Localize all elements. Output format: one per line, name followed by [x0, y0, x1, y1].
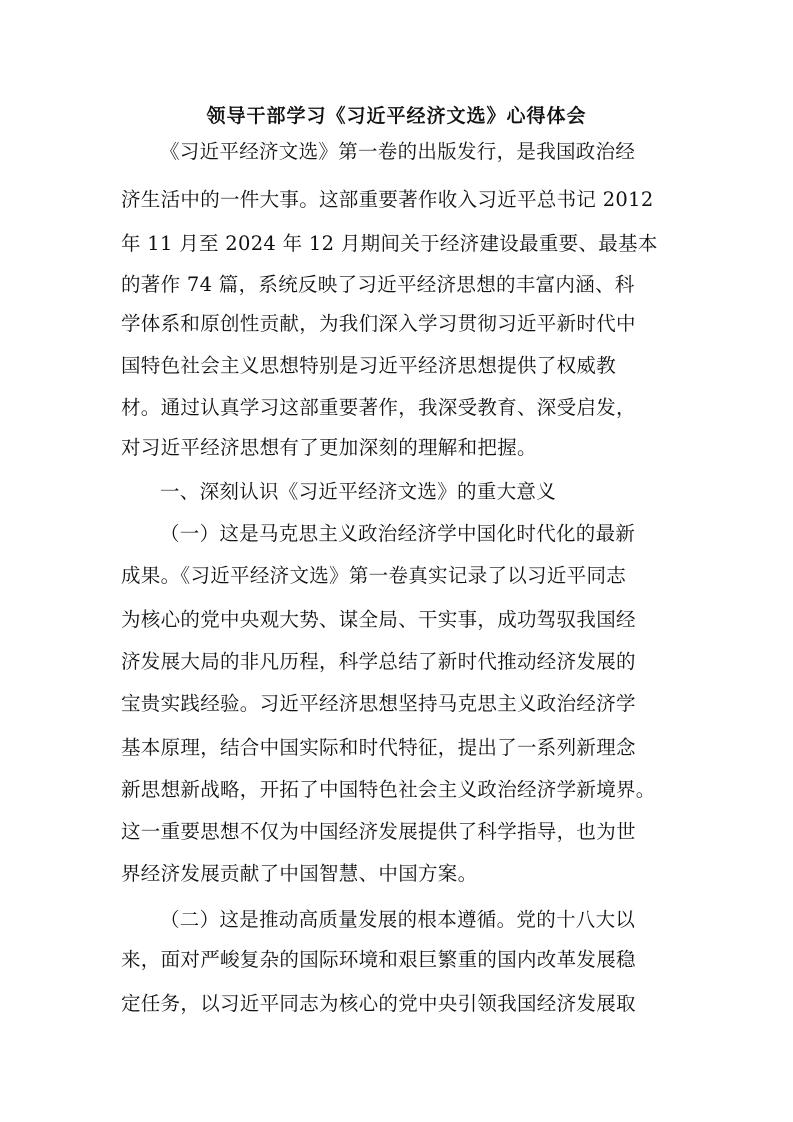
- text-line: 济发展大局的非凡历程，科学总结了新时代推动经济发展的: [121, 650, 636, 673]
- text-line: 《习近平经济文选》第一卷的出版发行，是我国政治经: [160, 140, 636, 163]
- text-line: 济生活中的一件大事。这部重要著作收入习近平总书记 2012: [121, 188, 654, 211]
- text-line: 界经济发展贡献了中国智慧、中国方案。: [121, 862, 478, 885]
- text-line: （二）这是推动高质量发展的根本遵循。党的十八大以: [160, 908, 636, 931]
- text-line: 宝贵实践经验。习近平经济思想坚持马克思主义政治经济学: [121, 692, 636, 715]
- text-line: 材。通过认真学习这部重要著作，我深受教育、深受启发，: [121, 396, 636, 419]
- text-line: 为核心的党中央观大势、谋全局、干实事，成功驾驭我国经: [121, 608, 636, 631]
- text-line: 学体系和原创性贡献，为我们深入学习贯彻习近平新时代中: [121, 312, 636, 335]
- document-title: 领导干部学习《习近平经济文选》心得体会: [206, 105, 587, 127]
- text-line: 基本原理，结合中国实际和时代特征，提出了一系列新理念: [121, 736, 636, 759]
- text-line: 的著作 74 篇，系统反映了习近平经济思想的丰富内涵、科: [121, 273, 635, 296]
- section-heading: 一、深刻认识《习近平经济文选》的重大意义: [160, 480, 557, 503]
- text-line: 新思想新战略，开拓了中国特色社会主义政治经济学新境界。: [121, 778, 656, 801]
- text-line: 这一重要思想不仅为中国经济发展提供了科学指导，也为世: [121, 820, 636, 843]
- text-line: （一）这是马克思主义政治经济学中国化时代化的最新: [160, 522, 636, 545]
- text-line: 定任务，以习近平同志为核心的党中央引领我国经济发展取: [121, 992, 636, 1015]
- text-line: 来，面对严峻复杂的国际环境和艰巨繁重的国内改革发展稳: [121, 948, 636, 971]
- text-line: 年 11 月至 2024 年 12 月期间关于经济建设最重要、最基本: [121, 232, 658, 255]
- text-line: 成果。《习近平经济文选》第一卷真实记录了以习近平同志: [121, 564, 627, 587]
- text-line: 对习近平经济思想有了更加深刻的理解和把握。: [121, 436, 537, 459]
- text-line: 国特色社会主义思想特别是习近平经济思想提供了权威教: [121, 354, 617, 377]
